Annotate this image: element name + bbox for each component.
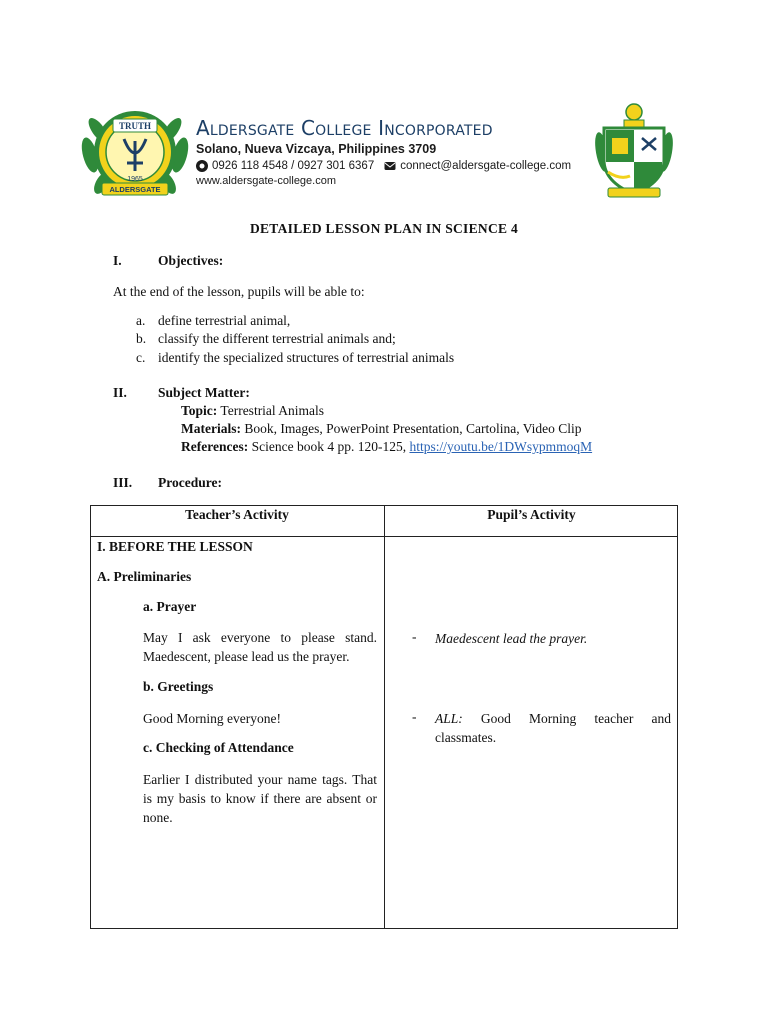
objectives-intro: At the end of the lesson, pupils will be able to: <box>113 284 365 299</box>
aldersgate-seal-logo <box>80 105 190 200</box>
topic-label: Topic: <box>181 403 218 418</box>
prayer-heading: a. Prayer <box>143 599 197 614</box>
email-icon <box>384 160 396 172</box>
references-video-link[interactable]: https://youtu.be/1DWsypmmoqM <box>409 439 593 454</box>
objective-marker-c: c. <box>136 350 146 365</box>
pupil-dash-prayer: - <box>412 629 417 644</box>
pupil-activity-header: Pupil’s Activity <box>487 507 576 522</box>
materials-line <box>181 421 582 437</box>
section-number-procedure: III. <box>113 475 133 490</box>
references-label: References: <box>181 439 249 454</box>
college-crest-logo <box>594 102 674 200</box>
preliminaries-heading: A. Preliminaries <box>97 569 192 584</box>
section-title-objectives: Objectives: <box>158 253 224 268</box>
references-value: Science book 4 pp. 120-125, <box>251 439 407 454</box>
materials-value: Book, Images, PowerPoint Presentation, Cartolina, Video Clip <box>244 421 582 436</box>
lesson-plan-title: DETAILED LESSON PLAN IN SCIENCE 4 <box>249 221 519 236</box>
seal-truth-text: TRUTH <box>118 121 152 131</box>
materials-label: Materials: <box>181 421 241 436</box>
objective-item-c: identify the specialized structures of terrestrial animals <box>158 350 455 365</box>
objective-marker-b: b. <box>136 331 147 346</box>
teacher-activity-header: Teacher’s Activity <box>185 507 289 522</box>
greetings-text: Good Morning everyone! <box>143 711 281 726</box>
college-name: Aldersgate College Incorporated <box>196 116 493 140</box>
prayer-text: May I ask everyone to please stand. Maedescent, please lead us the prayer. <box>143 630 377 664</box>
topic-value: Terrestrial Animals <box>220 403 325 418</box>
website-row <box>196 175 336 187</box>
references-line <box>181 439 592 455</box>
section-number-objectives: I. <box>113 253 122 268</box>
section-number-subject-matter: II. <box>113 385 127 400</box>
pupil-greeting-response <box>435 709 671 747</box>
attendance-heading: c. Checking of Attendance <box>143 740 294 755</box>
website-url[interactable]: www.aldersgate-college.com <box>196 175 337 187</box>
pupil-greeting-speaker: ALL: <box>435 711 463 726</box>
phone-numbers: 0926 118 4548 / 0927 301 6367 <box>212 160 375 172</box>
before-lesson-heading: I. BEFORE THE LESSON <box>97 539 253 554</box>
greetings-heading: b. Greetings <box>143 679 214 694</box>
objective-item-a: define terrestrial animal, <box>158 313 291 328</box>
objective-item-b: classify the different terrestrial animals and; <box>158 331 396 346</box>
topic-line <box>181 403 324 419</box>
pupil-prayer-response: Maedescent lead the prayer. <box>435 631 588 646</box>
seal-year-text: 1965 <box>127 176 143 183</box>
college-address: Solano, Nueva Vizcaya, Philippines 3709 <box>196 142 437 156</box>
email-address: connect@aldersgate-college.com <box>400 160 572 172</box>
table-column-divider <box>384 505 385 929</box>
phone-icon <box>196 160 208 172</box>
pupil-dash-greeting: - <box>412 709 417 724</box>
table-header-divider <box>90 536 678 537</box>
attendance-text: Earlier I distributed your name tags. That is my basis to know if there are absent or none. <box>143 772 377 825</box>
seal-aldersgate-text: ALDERSGATE <box>109 185 161 194</box>
contact-row <box>196 160 571 172</box>
section-title-procedure: Procedure: <box>158 475 222 490</box>
objective-marker-a: a. <box>136 313 146 328</box>
section-title-subject-matter: Subject Matter: <box>158 385 250 400</box>
pupil-greeting-text: Good Morning teacher and classmates. <box>435 711 671 745</box>
